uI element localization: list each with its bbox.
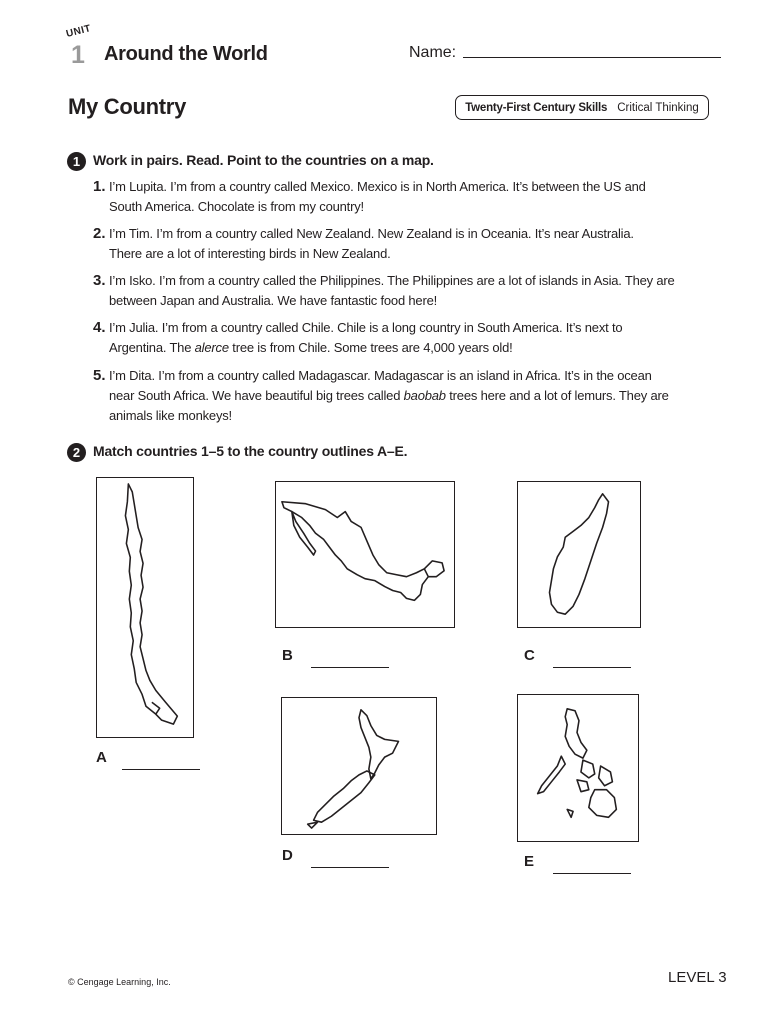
answer-line-a[interactable] [122, 769, 200, 770]
outline-letter: A [96, 749, 107, 766]
item-number: 5. [93, 367, 106, 384]
item-line: I’m Isko. I’m from a country called the Philippines. The Philippines are a lot of islands in Asia. They are [109, 273, 675, 288]
unit-number: 1 [71, 41, 85, 69]
item-text-emphasis: alerce [194, 340, 229, 355]
section-1-instruction: Work in pairs. Read. Point to the countries on a map. [93, 152, 434, 168]
answer-line-c[interactable] [553, 667, 631, 668]
item-line: I’m Tim. I’m from a country called New Zealand. New Zealand is in Oceania. It’s near Australia. [109, 226, 634, 241]
name-label: Name: [409, 44, 457, 61]
item-text-emphasis: baobab [403, 388, 446, 403]
outline-letter: B [282, 647, 293, 664]
outline-letter: C [524, 647, 535, 664]
item-number: 2. [93, 225, 106, 242]
list-item [109, 224, 725, 264]
answer-line-e[interactable] [553, 873, 631, 874]
section-2-badge: 2 [67, 443, 86, 462]
item-text-part: near South Africa. We have beautiful big trees called [109, 388, 404, 403]
unit-title: Around the World [104, 43, 268, 65]
page-title: My Country [68, 94, 187, 119]
section-2-instruction: Match countries 1–5 to the country outlines A–E. [93, 443, 408, 459]
philippines-outline-icon [517, 694, 639, 842]
mexico-outline-icon [275, 481, 455, 628]
item-line: animals like monkeys! [109, 408, 232, 423]
chile-outline-icon [96, 477, 194, 738]
list-item [109, 271, 725, 311]
item-line: There are a lot of interesting birds in New Zealand. [109, 246, 391, 261]
outline-letter: D [282, 847, 293, 864]
list-item [109, 366, 725, 426]
item-number: 3. [93, 272, 106, 289]
level-label: LEVEL 3 [668, 969, 727, 986]
answer-line-b[interactable] [311, 667, 389, 668]
skills-label: Twenty-First Century Skills [465, 101, 608, 114]
item-line: I’m Julia. I’m from a country called Chile. Chile is a long country in South America. It’s next to [109, 320, 623, 335]
item-line: I’m Dita. I’m from a country called Madagascar. Madagascar is an island in Africa. It’s in the ocean [109, 368, 652, 383]
list-item [109, 177, 725, 217]
item-line: between Japan and Australia. We have fantastic food here! [109, 293, 438, 308]
unit-word: UNIT [65, 23, 93, 40]
item-text-part: Argentina. The [109, 340, 195, 355]
item-number: 1. [93, 178, 106, 195]
item-text-part: trees here and a lot of lemurs. They are [445, 388, 669, 403]
section-1-badge: 1 [67, 152, 86, 171]
outline-letter: E [524, 853, 535, 870]
madagascar-outline-icon [517, 481, 641, 628]
item-text-part: tree is from Chile. Some trees are 4,000 years old! [228, 340, 513, 355]
item-line [109, 386, 725, 406]
skills-value: Critical Thinking [617, 101, 699, 114]
list-item [109, 318, 725, 358]
copyright: © Cengage Learning, Inc. [68, 977, 171, 987]
new-zealand-outline-icon [281, 697, 437, 835]
item-number: 4. [93, 319, 106, 336]
item-line: South America. Chocolate is from my country! [109, 199, 364, 214]
item-line [109, 338, 725, 358]
skills-box [455, 95, 709, 120]
answer-line-d[interactable] [311, 867, 389, 868]
name-input-line[interactable] [463, 57, 721, 58]
item-line: I’m Lupita. I’m from a country called Mexico. Mexico is in North America. It’s between the US and [109, 179, 646, 194]
